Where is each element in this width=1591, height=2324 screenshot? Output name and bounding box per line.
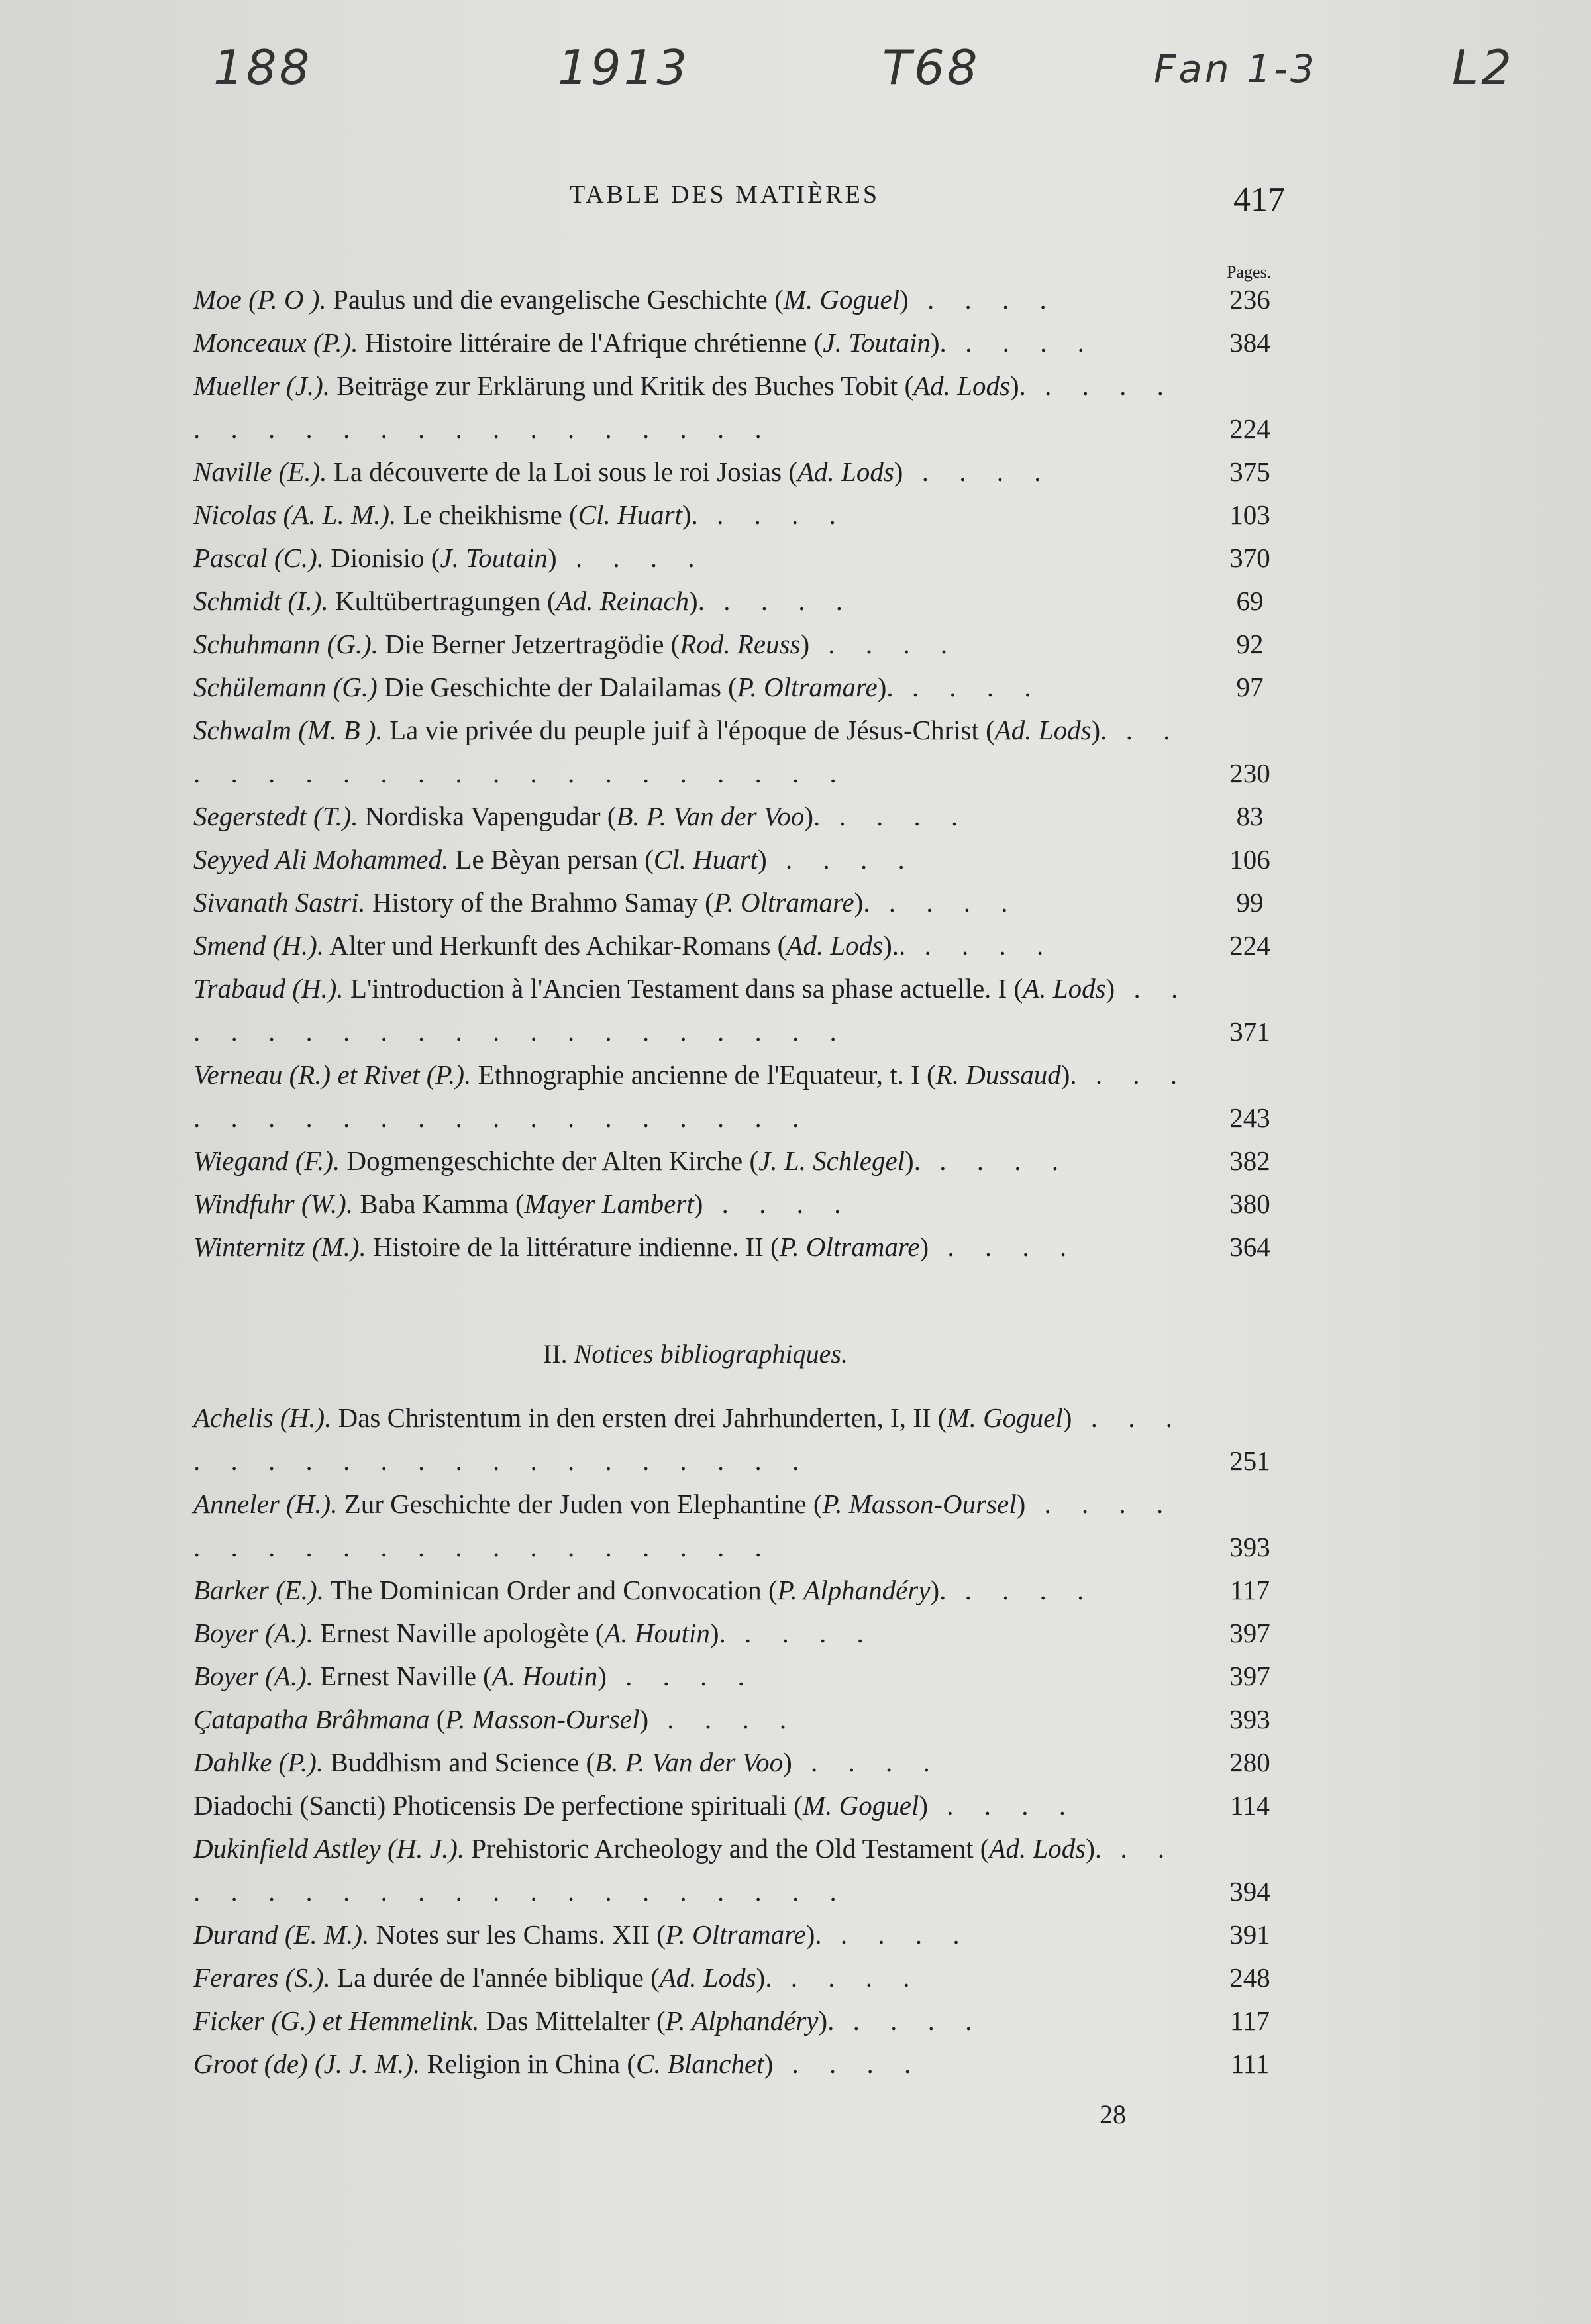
entry-page: 117 <box>1230 2005 1270 2036</box>
entry-page: 92 <box>1236 629 1264 659</box>
index-entry <box>193 364 1293 450</box>
leader-dots: . . . . <box>927 1790 1078 1821</box>
entry-page: 117 <box>1230 1575 1270 1605</box>
entry-text <box>193 1053 1200 1139</box>
leader-dots: . . . . <box>903 456 1053 487</box>
entry-title: L'introduction à l'Ancien Testament dans sa phase actuelle. I ( <box>350 973 1023 1004</box>
entry-title: The Dominican Order and Convocation ( <box>330 1575 778 1605</box>
leader-dots: . . . . . . . . . . . . . . . . . . . . <box>193 1059 1190 1133</box>
entry-text <box>193 1139 1200 1183</box>
entry-page: 397 <box>1229 1618 1270 1648</box>
entry-author: Schuhmann (G.). <box>193 629 378 659</box>
entry-reviewer: P. Oltramare <box>779 1232 920 1262</box>
entry-title: Das Mittelalter ( <box>486 2005 666 2036</box>
entry-reviewer: A. Houtin <box>604 1618 710 1648</box>
leader-dots: . . . . . . . . . . . . . . . . . . . . <box>193 1489 1176 1562</box>
index-entry <box>193 1139 1293 1183</box>
entry-close: ). <box>930 1575 947 1605</box>
signature-mark: 28 <box>1100 2099 1126 2129</box>
entry-page: 83 <box>1236 801 1264 831</box>
index-entry <box>193 709 1293 795</box>
index-entry <box>193 924 1293 967</box>
index-entry <box>193 1827 1293 1913</box>
entry-close: ) <box>597 1661 607 1691</box>
entry-text <box>193 623 1200 666</box>
entry-close: ).. <box>883 930 906 961</box>
index-entry <box>193 967 1293 1053</box>
entry-page: 114 <box>1230 1790 1270 1821</box>
leader-dots: . . . . . . . . . . . . . . . . . . . . <box>193 715 1182 788</box>
entry-text <box>193 1698 1200 1741</box>
entry-reviewer: P. Masson-Oursel <box>445 1704 640 1734</box>
entry-close: ) <box>1062 1402 1072 1433</box>
entry-author: Groot (de) (J. J. M.). <box>193 2048 421 2079</box>
index-list-notices <box>193 1397 1293 2086</box>
index-entry <box>193 321 1293 364</box>
entry-close: ) <box>639 1704 649 1734</box>
leader-dots: . . . . <box>929 1232 1079 1262</box>
entry-page: 375 <box>1229 456 1270 487</box>
entry-text <box>193 537 1200 580</box>
leader-dots: . . . . <box>725 1618 876 1648</box>
index-entry <box>193 666 1293 709</box>
entry-text <box>193 278 1200 321</box>
entry-title: Religion in China ( <box>427 2048 636 2079</box>
entry-close: ) <box>899 284 909 315</box>
leader-dots: . . . . <box>821 1919 972 1950</box>
index-entry <box>193 1397 1293 1483</box>
entry-title: Alter und Herkunft des Achikar-Romans ( <box>329 930 787 961</box>
index-entry <box>193 278 1293 321</box>
index-entry <box>193 1698 1293 1741</box>
leader-dots: . . . . <box>908 284 1058 315</box>
entry-text <box>193 967 1200 1053</box>
entry-reviewer: B. P. Van der Voo <box>595 1747 784 1777</box>
entry-author: Durand (E. M.). <box>193 1919 370 1950</box>
entry-reviewer: J. L. Schlegel <box>758 1145 905 1176</box>
entry-page: 97 <box>1236 672 1264 702</box>
entry-close: ) <box>1016 1489 1026 1519</box>
entry-text <box>193 881 1200 924</box>
entry-page: 393 <box>1229 1532 1270 1562</box>
entry-author: Achelis (H.). <box>193 1402 332 1433</box>
entry-text <box>193 1741 1200 1784</box>
entry-close: ) <box>783 1747 792 1777</box>
entry-author: Wiegand (F.). <box>193 1145 340 1176</box>
entry-reviewer: J. Toutain <box>440 543 548 573</box>
leader-dots: . . . . . . . . . . . . . . . . . . . . <box>193 973 1190 1047</box>
entry-author: Anneler (H.). <box>193 1489 338 1519</box>
leader-dots: . . . . <box>648 1704 799 1734</box>
leader-dots: . . . . <box>792 1747 942 1777</box>
section-heading <box>543 1338 848 1369</box>
entry-page: 243 <box>1229 1102 1270 1133</box>
entry-author: Pascal (C.). <box>193 543 324 573</box>
entry-author: Ferares (S.). <box>193 1962 331 1993</box>
entry-title: Diadochi (Sancti) Photicensis De perfectione spirituali ( <box>193 1790 803 1821</box>
entry-text <box>193 795 1200 838</box>
entry-close: ). <box>1060 1059 1077 1090</box>
entry-close: ) <box>919 1232 929 1262</box>
index-entry <box>193 494 1293 537</box>
leader-dots: . . . . . . . . . . . . . . . . . . . . <box>193 370 1176 444</box>
index-entry <box>193 450 1293 494</box>
entry-text <box>193 364 1200 450</box>
entry-title: La découverte de la Loi sous le roi Josias ( <box>333 456 797 487</box>
entry-close: ) <box>547 543 557 573</box>
index-entry <box>193 881 1293 924</box>
entry-author: Verneau (R.) et Rivet (P.). <box>193 1059 472 1090</box>
entry-close: ). <box>682 500 698 530</box>
entry-author: Ficker (G.) et Hemmelink. <box>193 2005 480 2036</box>
entry-title: Prehistoric Archeology and the Old Testament ( <box>471 1833 990 1864</box>
entry-title: Histoire littéraire de l'Afrique chrétienne ( <box>364 327 823 358</box>
entry-author: Trabaud (H.). <box>193 973 344 1004</box>
entry-close: ) <box>1105 973 1115 1004</box>
leader-dots: . . . . <box>809 629 960 659</box>
entry-close: ). <box>804 801 821 831</box>
index-entry <box>193 1999 1293 2042</box>
entry-text <box>193 838 1200 881</box>
entry-reviewer: J. Toutain <box>823 327 931 358</box>
entry-author: Boyer (A.). <box>193 1661 313 1691</box>
entry-author: Schwalm (M. B ). <box>193 715 383 745</box>
entry-page: 280 <box>1229 1747 1270 1777</box>
entry-close: ). <box>877 672 894 702</box>
index-entry <box>193 537 1293 580</box>
leader-dots: . . . . <box>920 1145 1070 1176</box>
leader-dots: . . . . <box>703 1188 853 1219</box>
entry-page: 364 <box>1229 1232 1270 1262</box>
entry-page: 103 <box>1229 500 1270 530</box>
entry-close: ). <box>1091 715 1107 745</box>
entry-reviewer: P. Masson-Oursel <box>822 1489 1017 1519</box>
index-entry <box>193 1483 1293 1569</box>
entry-reviewer: Ad. Lods <box>659 1962 756 1993</box>
entry-close: ). <box>805 1919 822 1950</box>
index-entry <box>193 838 1293 881</box>
entry-page: 371 <box>1229 1016 1270 1047</box>
entry-reviewer: C. Blanchet <box>636 2048 764 2079</box>
index-entry <box>193 1741 1293 1784</box>
leader-dots: . . . . <box>773 2048 923 2079</box>
entry-reviewer: A. Houtin <box>491 1661 598 1691</box>
entry-title: La vie privée du peuple juif à l'époque de Jésus-Christ ( <box>389 715 995 745</box>
entry-text <box>193 321 1200 364</box>
leader-dots: . . . . <box>946 327 1096 358</box>
entry-reviewer: Rod. Reuss <box>680 629 801 659</box>
leader-dots: . . . . <box>704 586 854 616</box>
entry-author: Moe (P. O ). <box>193 284 327 315</box>
entry-close: ). <box>818 2005 835 2036</box>
entry-title: Dogmengeschichte der Alten Kirche ( <box>346 1145 759 1176</box>
entry-reviewer: P. Oltramare <box>665 1919 806 1950</box>
entry-author: Segerstedt (T.). <box>193 801 358 831</box>
entry-close: ). <box>689 586 705 616</box>
index-entry <box>193 795 1293 838</box>
entry-page: 106 <box>1229 844 1270 874</box>
index-entry <box>193 623 1293 666</box>
entry-reviewer: Ad. Lods <box>994 715 1092 745</box>
section-number: II. <box>543 1339 568 1369</box>
entry-author: Schmidt (I.). <box>193 586 329 616</box>
leader-dots: . . . . <box>870 887 1020 918</box>
entry-text <box>193 1655 1200 1698</box>
entry-text <box>193 1483 1200 1569</box>
pages-column-label: Pages. <box>1227 262 1272 282</box>
index-entry <box>193 1569 1293 1612</box>
entry-page: 394 <box>1229 1876 1270 1907</box>
entry-author: Smend (H.). <box>193 930 324 961</box>
leader-dots: . . . . <box>606 1661 756 1691</box>
entry-reviewer: Ad. Lods <box>786 930 884 961</box>
leader-dots: . . . . <box>946 1575 1096 1605</box>
entry-title: Kultübertragungen ( <box>335 586 556 616</box>
entry-title: Beiträge zur Erklärung und Kritik des Buches Tobit ( <box>336 370 914 401</box>
entry-page: 397 <box>1229 1661 1270 1691</box>
index-list-reviews <box>193 278 1293 1269</box>
entry-close: ). <box>854 887 870 918</box>
entry-text <box>193 1397 1200 1483</box>
entry-reviewer: Cl. Huart <box>653 844 758 874</box>
entry-title: Le Bèyan persan ( <box>455 844 654 874</box>
entry-reviewer: M. Goguel <box>802 1790 919 1821</box>
leader-dots: . . . . <box>893 672 1043 702</box>
entry-page: 248 <box>1229 1962 1270 1993</box>
leader-dots: . . . . <box>556 543 707 573</box>
entry-text <box>193 2042 1200 2086</box>
entry-author: Naville (E.). <box>193 456 327 487</box>
entry-author: Schülemann (G.) <box>193 672 378 702</box>
entry-text <box>193 1226 1200 1269</box>
entry-title: Notes sur les Chams. XII ( <box>376 1919 666 1950</box>
entry-text <box>193 666 1200 709</box>
entry-author: Sivanath Sastri. <box>193 887 366 918</box>
entry-text <box>193 494 1200 537</box>
entry-reviewer: P. Oltramare <box>737 672 878 702</box>
entry-reviewer: A. Lods <box>1023 973 1106 1004</box>
entry-close: ). <box>905 1145 921 1176</box>
entry-author: Mueller (J.). <box>193 370 331 401</box>
entry-title: Histoire de la littérature indienne. II ( <box>373 1232 780 1262</box>
entry-page: 111 <box>1230 2048 1270 2079</box>
entry-text <box>193 580 1200 623</box>
entry-author: Monceaux (P.). <box>193 327 358 358</box>
entry-page: 230 <box>1229 758 1270 788</box>
entry-close: ). <box>1009 370 1026 401</box>
entry-close: ) <box>919 1790 928 1821</box>
entry-text <box>193 1612 1200 1655</box>
page-number: 417 <box>1233 181 1285 219</box>
entry-close: ). <box>709 1618 726 1648</box>
index-entry <box>193 1226 1293 1269</box>
entry-page: 382 <box>1229 1145 1270 1176</box>
entry-page: 224 <box>1229 413 1270 444</box>
entry-page: 380 <box>1229 1188 1270 1219</box>
index-entry <box>193 1784 1293 1827</box>
entry-reviewer: Ad. Lods <box>989 1833 1086 1864</box>
index-entry <box>193 1612 1293 1655</box>
entry-title: History of the Brahmo Samay ( <box>372 887 714 918</box>
entry-text <box>193 1956 1200 1999</box>
entry-close: ) <box>800 629 810 659</box>
entry-title: Die Berner Jetzertragödie ( <box>385 629 680 659</box>
entry-close: ) <box>758 844 767 874</box>
entry-close: ). <box>1086 1833 1102 1864</box>
entry-reviewer: M. Goguel <box>783 284 900 315</box>
entry-title: La durée de l'année biblique ( <box>337 1962 660 1993</box>
entry-page: 69 <box>1236 586 1264 616</box>
leader-dots: . . . . . . . . . . . . . . . . . . . . <box>193 1402 1184 1476</box>
entry-author: Windfuhr (W.). <box>193 1188 354 1219</box>
entry-title: Buddhism and Science ( <box>330 1747 595 1777</box>
entry-author: Çatapatha Brâhmana <box>193 1704 430 1734</box>
index-entry <box>193 2042 1293 2086</box>
entry-page: 251 <box>1229 1446 1270 1476</box>
entry-reviewer: Mayer Lambert <box>524 1188 694 1219</box>
entry-title: Nordiska Vapengudar ( <box>364 801 617 831</box>
leader-dots: . . . . <box>905 930 1056 961</box>
entry-title: Ernest Naville ( <box>320 1661 492 1691</box>
leader-dots: . . . . <box>834 2005 984 2036</box>
entry-title: Ernest Naville apologète ( <box>320 1618 605 1648</box>
entry-text <box>193 709 1200 795</box>
entry-reviewer: M. Goguel <box>947 1402 1063 1433</box>
entry-author: Nicolas (A. L. M.). <box>193 500 397 530</box>
entry-author: Boyer (A.). <box>193 1618 313 1648</box>
handwritten-note-3: T68 <box>882 40 980 95</box>
entry-author: Dahlke (P.). <box>193 1747 324 1777</box>
entry-close: ). <box>930 327 947 358</box>
index-entry <box>193 1655 1293 1698</box>
handwritten-note-1: 188 <box>213 40 313 95</box>
entry-reviewer: P. Alphandéry <box>777 1575 931 1605</box>
entry-page: 384 <box>1229 327 1270 358</box>
entry-text <box>193 1999 1200 2042</box>
entry-close: ) <box>693 1188 703 1219</box>
entry-author: Winternitz (M.). <box>193 1232 366 1262</box>
entry-reviewer: R. Dussaud <box>935 1059 1061 1090</box>
entry-text <box>193 1183 1200 1226</box>
entry-reviewer: P. Alphandéry <box>665 2005 819 2036</box>
entry-title: Ethnographie ancienne de l'Equateur, t. I ( <box>478 1059 936 1090</box>
section-title: Notices bibliographiques. <box>574 1339 848 1369</box>
entry-page: 236 <box>1229 284 1270 315</box>
handwritten-note-5: L2 <box>1452 40 1514 95</box>
entry-page: 391 <box>1229 1919 1270 1950</box>
entry-close: ) <box>764 2048 774 2079</box>
entry-reviewer: Ad. Lods <box>797 456 894 487</box>
entry-title: Le cheikhisme ( <box>403 500 578 530</box>
entry-title: Das Christentum in den ersten drei Jahrhunderten, I, II ( <box>338 1402 947 1433</box>
leader-dots: . . . . <box>820 801 970 831</box>
entry-author: Seyyed Ali Mohammed. <box>193 844 449 874</box>
leader-dots: . . . . <box>766 844 917 874</box>
leader-dots: . . . . <box>697 500 848 530</box>
entry-reviewer: P. Oltramare <box>713 887 854 918</box>
index-entry <box>193 1053 1293 1139</box>
handwritten-note-4: Fan 1-3 <box>1154 46 1317 91</box>
index-entry <box>193 1183 1293 1226</box>
entry-page: 99 <box>1236 887 1264 918</box>
index-entry <box>193 1956 1293 1999</box>
index-entry <box>193 580 1293 623</box>
running-title: TABLE DES MATIÈRES <box>570 181 880 209</box>
index-entry <box>193 1913 1293 1956</box>
entry-reviewer: B. P. Van der Voo <box>616 801 805 831</box>
entry-title: Paulus und die evangelische Geschichte ( <box>333 284 784 315</box>
entry-page: 393 <box>1229 1704 1270 1734</box>
entry-reviewer: Ad. Lods <box>913 370 1010 401</box>
entry-reviewer: Ad. Reinach <box>556 586 690 616</box>
entry-author: Dukinfield Astley (H. J.). <box>193 1833 465 1864</box>
entry-text <box>193 1569 1200 1612</box>
entry-author: Barker (E.). <box>193 1575 324 1605</box>
entry-page: 224 <box>1229 930 1270 961</box>
handwritten-note-2: 1913 <box>558 40 690 95</box>
entry-text <box>193 924 1200 967</box>
entry-text <box>193 1913 1200 1956</box>
entry-title: Zur Geschichte der Juden von Elephantine ( <box>344 1489 823 1519</box>
entry-close: ). <box>756 1962 772 1993</box>
entry-text <box>193 1827 1200 1913</box>
entry-text <box>193 1784 1200 1827</box>
leader-dots: . . . . . . . . . . . . . . . . . . . . <box>193 1833 1177 1907</box>
entry-title: ( <box>436 1704 446 1734</box>
leader-dots: . . . . <box>772 1962 922 1993</box>
entry-title: Dionisio ( <box>331 543 440 573</box>
entry-page: 370 <box>1229 543 1270 573</box>
entry-reviewer: Cl. Huart <box>578 500 682 530</box>
entry-close: ) <box>894 456 903 487</box>
entry-text <box>193 450 1200 494</box>
entry-title: Die Geschichte der Dalailamas ( <box>384 672 737 702</box>
entry-title: Baba Kamma ( <box>360 1188 525 1219</box>
